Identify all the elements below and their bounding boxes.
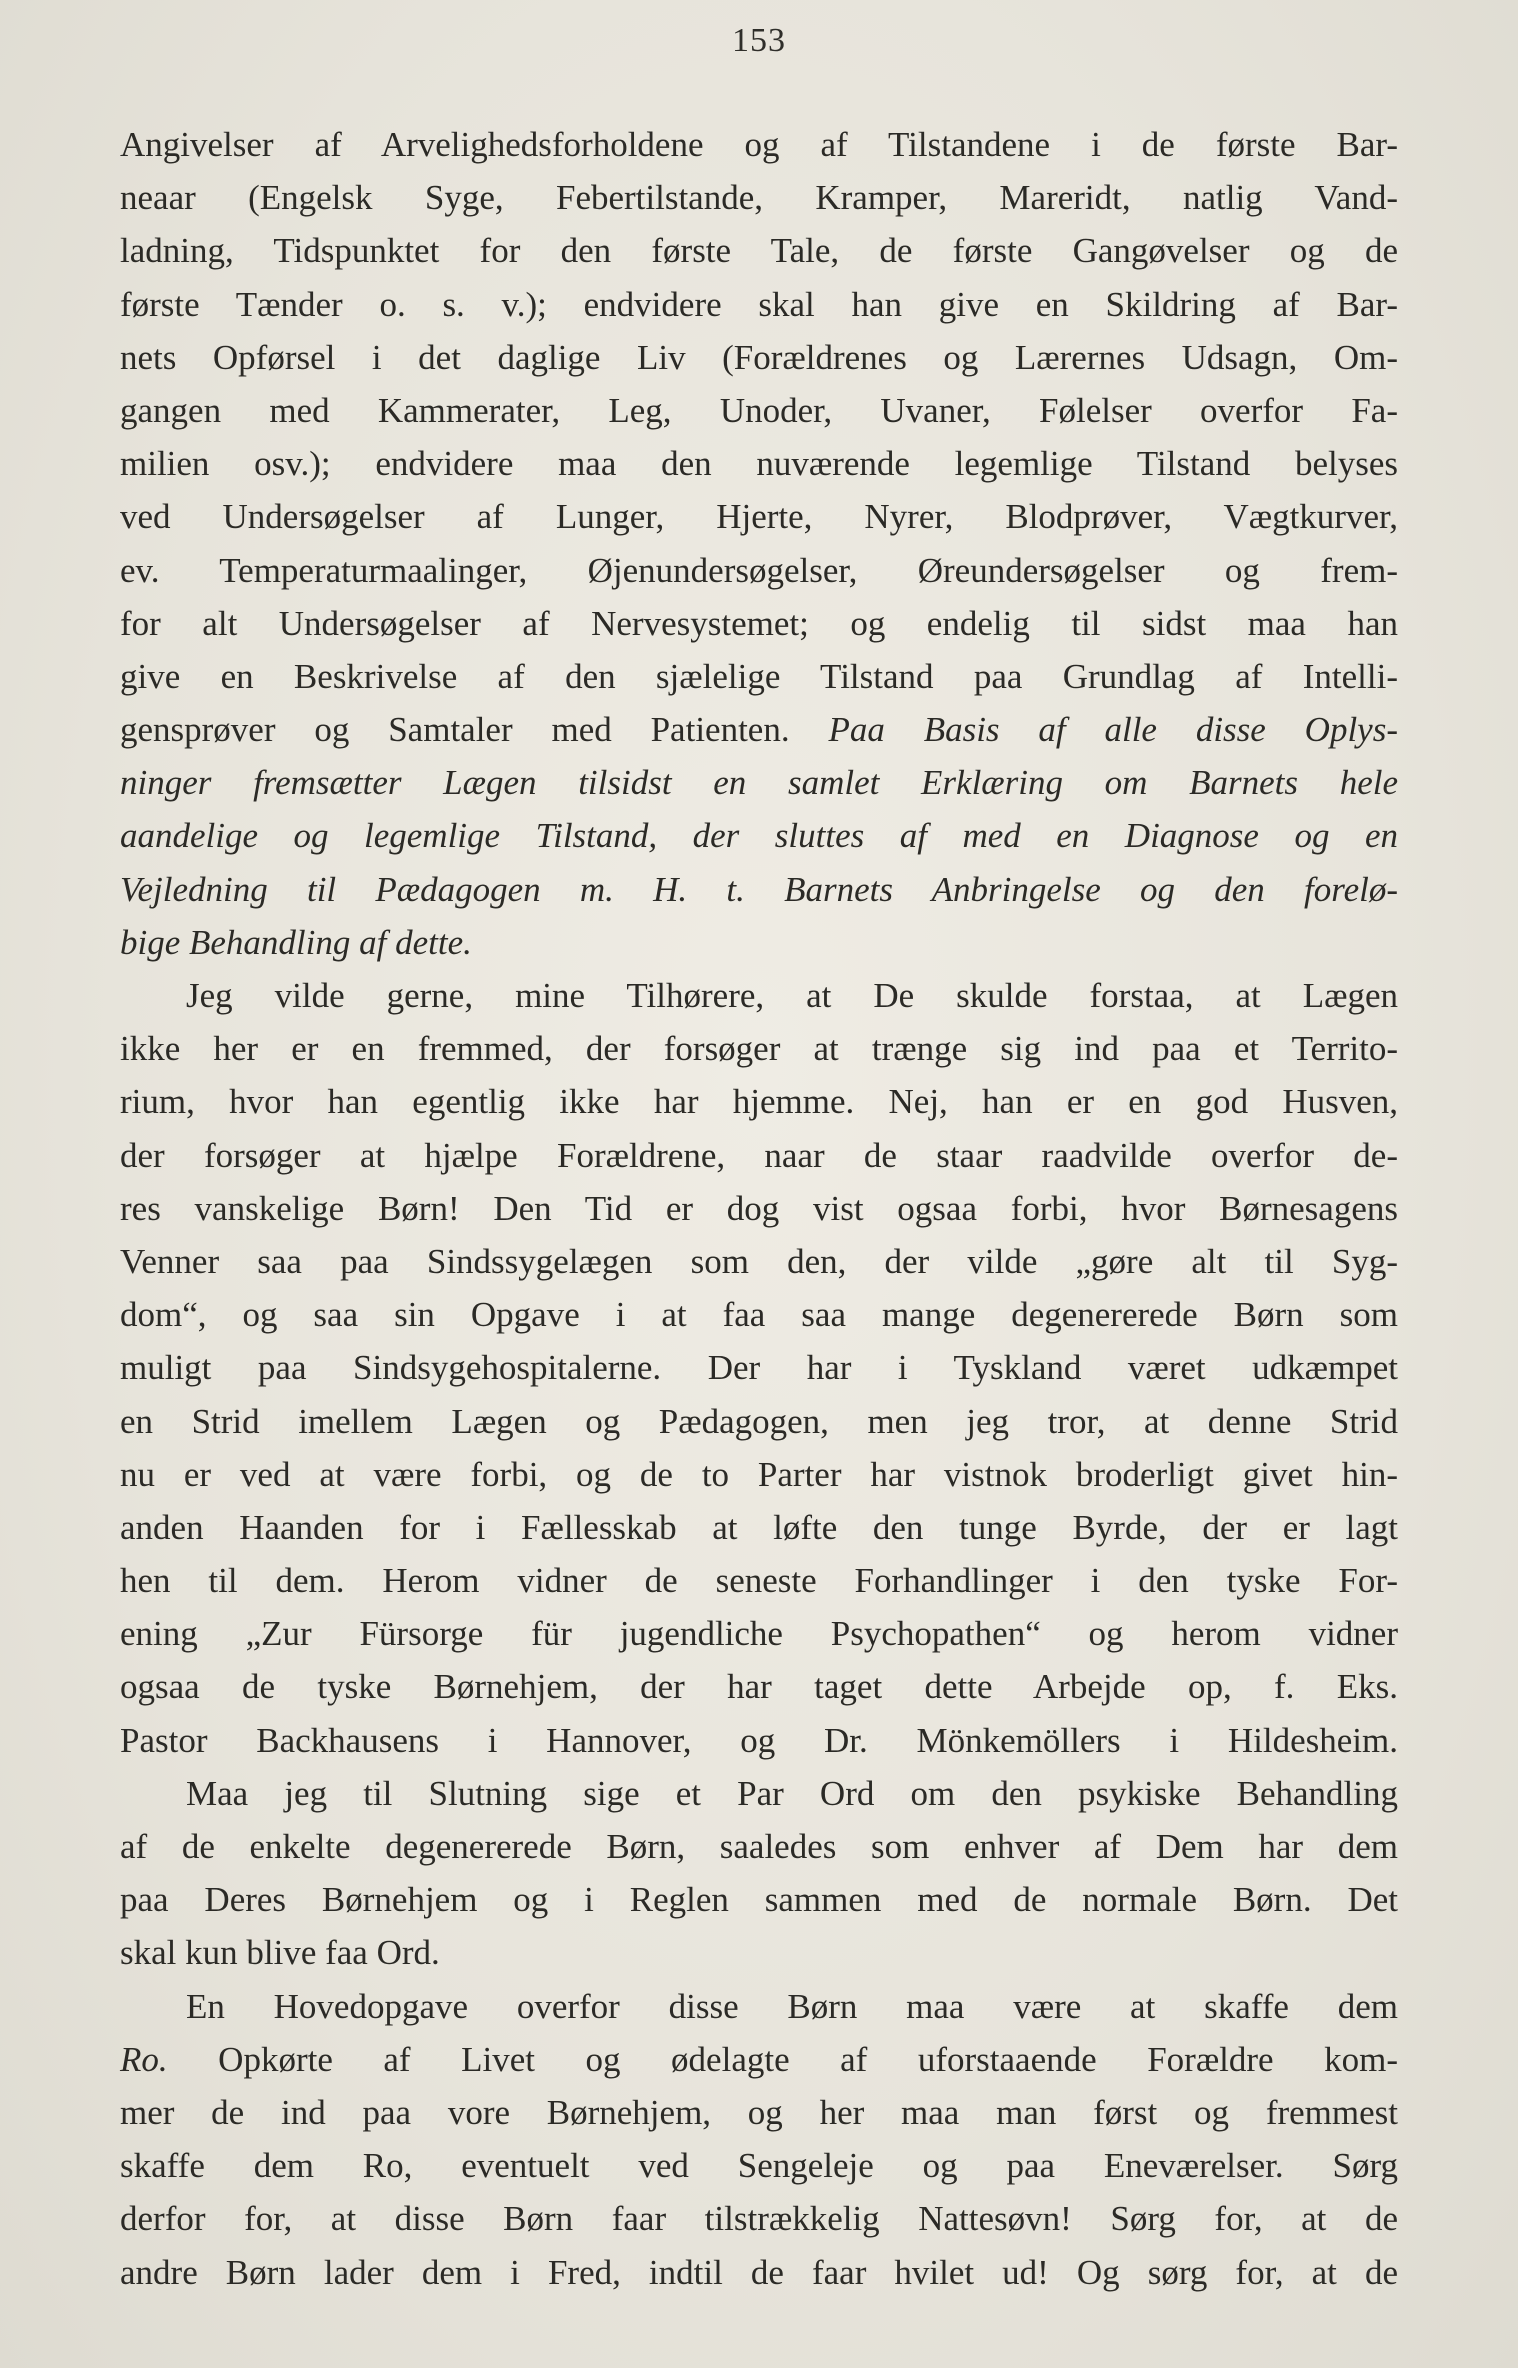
text-segment: der forsøger at hjælpe Forældrene, naar de staar raadvilde overfor de- <box>120 1135 1398 1175</box>
text-line <box>120 2086 1398 2139</box>
text-segment: Maa jeg til Slutning sige et Par Ord om den psykiske Behandling <box>186 1773 1398 1813</box>
text-segment: milien osv.); endvidere maa den nuværende legemlige Tilstand belyses <box>120 444 1398 484</box>
text-segment: dom“, og saa sin Opgave i at faa saa mange degenererede Børn som <box>120 1295 1398 1335</box>
italic-text: bige Behandling af dette. <box>120 922 472 962</box>
text-segment: mer de ind paa vore Børnehjem, og her maa man først og fremmest <box>120 2092 1398 2132</box>
text-line <box>120 2033 1398 2086</box>
text-line <box>120 756 1398 809</box>
italic-text: ninger fremsætter Lægen tilsidst en samlet Erklæring om Barnets hele <box>120 763 1398 803</box>
text-line <box>120 916 1398 969</box>
text-line <box>120 1341 1398 1394</box>
text-line <box>120 809 1398 862</box>
text-line <box>120 1980 1398 2033</box>
text-line <box>120 1873 1398 1926</box>
page-number: 153 <box>732 22 786 59</box>
text-line <box>120 1820 1398 1873</box>
text-line <box>120 863 1398 916</box>
text-line <box>120 118 1398 171</box>
text-line <box>120 1448 1398 1501</box>
text-segment: ved Undersøgelser af Lunger, Hjerte, Nyrer, Blodprøver, Vægtkurver, <box>120 497 1398 537</box>
text-segment: gangen med Kammerater, Leg, Unoder, Uvaner, Følelser overfor Fa- <box>120 390 1398 430</box>
text-line <box>120 384 1398 437</box>
text-line <box>120 2139 1398 2192</box>
italic-text: Ro. <box>120 2039 168 2079</box>
text-segment: nets Opførsel i det daglige Liv (Forældrenes og Lærernes Udsagn, Om- <box>120 337 1398 377</box>
text-segment: give en Beskrivelse af den sjælelige Tilstand paa Grundlag af Intelli- <box>120 656 1398 696</box>
text-segment: Venner saa paa Sindssygelægen som den, der vilde „gøre alt til Syg- <box>120 1241 1398 1281</box>
text-segment: af de enkelte degenererede Børn, saaledes som enhver af Dem har dem <box>120 1827 1398 1866</box>
body-text <box>120 118 1398 2299</box>
text-segment: neaar (Engelsk Syge, Febertilstande, Kramper, Mareridt, natlig Vand- <box>120 178 1398 218</box>
text-segment: skaffe dem Ro, eventuelt ved Sengeleje og paa Eneværelser. Sørg <box>120 2146 1398 2186</box>
text-segment: ikke her er en fremmed, der forsøger at trænge sig ind paa et Territo- <box>120 1029 1398 1069</box>
text-line <box>120 224 1398 277</box>
text-segment: ev. Temperaturmaalinger, Øjenundersøgelser, Øreundersøgelser og frem- <box>120 550 1398 590</box>
text-segment: paa Deres Børnehjem og i Reglen sammen med de normale Børn. Det <box>120 1880 1398 1920</box>
text-line <box>120 1395 1398 1448</box>
text-line <box>120 171 1398 224</box>
text-segment: skal kun blive faa Ord. <box>120 1933 440 1973</box>
text-segment: for alt Undersøgelser af Nervesystemet; og endelig til sidst maa han <box>120 603 1398 643</box>
text-segment: Pastor Backhausens i Hannover, og Dr. Mönkemöllers i Hildesheim. <box>120 1720 1398 1760</box>
text-segment: gensprøver og Samtaler med Patienten. <box>120 710 829 750</box>
text-segment: en Strid imellem Lægen og Pædagogen, men jeg tror, at denne Strid <box>120 1401 1398 1441</box>
text-line <box>120 1714 1398 1767</box>
text-segment: En Hovedopgave overfor disse Børn maa være at skaffe dem <box>186 1986 1398 2026</box>
text-segment: hen til dem. Herom vidner de seneste Forhandlinger i den tyske For- <box>120 1561 1398 1601</box>
text-line <box>120 1767 1398 1820</box>
italic-text: Paa Basis af alle disse Oplys- <box>828 710 1398 750</box>
text-line <box>120 1182 1398 1235</box>
text-line <box>120 2246 1398 2299</box>
text-line <box>120 1288 1398 1341</box>
text-line <box>120 703 1398 756</box>
text-segment: Angivelser af Arvelighedsforholdene og af Tilstandene i de første Bar- <box>120 125 1398 164</box>
text-line <box>120 969 1398 1022</box>
text-line <box>120 1660 1398 1713</box>
text-segment: første Tænder o. s. v.); endvidere skal han give en Skildring af Bar- <box>120 284 1398 324</box>
text-segment: Opkørte af Livet og ødelagte af uforstaaende Forældre kom- <box>167 2039 1398 2079</box>
text-line <box>120 1926 1398 1979</box>
text-line <box>120 1075 1398 1128</box>
text-segment: nu er ved at være forbi, og de to Parter har vistnok broderligt givet hin- <box>120 1454 1398 1494</box>
text-line <box>120 1129 1398 1182</box>
text-line <box>120 1554 1398 1607</box>
text-line <box>120 1235 1398 1288</box>
text-segment: andre Børn lader dem i Fred, indtil de faar hvilet ud! Og sørg for, at de <box>120 2252 1398 2292</box>
italic-text: Vejledning til Pædagogen m. H. t. Barnets Anbringelse og den forelø- <box>120 869 1398 909</box>
text-line <box>120 437 1398 490</box>
text-line <box>120 1022 1398 1075</box>
text-segment: ladning, Tidspunktet for den første Tale, de første Gangøvelser og de <box>120 231 1398 271</box>
text-segment: anden Haanden for i Fællesskab at løfte den tunge Byrde, der er lagt <box>120 1507 1398 1547</box>
text-line <box>120 544 1398 597</box>
text-segment: muligt paa Sindsygehospitalerne. Der har i Tyskland været udkæmpet <box>120 1348 1398 1388</box>
text-line <box>120 490 1398 543</box>
text-line <box>120 597 1398 650</box>
text-line <box>120 331 1398 384</box>
text-segment: rium, hvor han egentlig ikke har hjemme. Nej, han er en god Husven, <box>120 1082 1398 1122</box>
italic-text: aandelige og legemlige Tilstand, der sluttes af med en Diagnose og en <box>120 816 1398 856</box>
text-line <box>120 2192 1398 2245</box>
text-segment: ogsaa de tyske Børnehjem, der har taget dette Arbejde op, f. Eks. <box>120 1667 1398 1707</box>
text-segment: Jeg vilde gerne, mine Tilhørere, at De skulde forstaa, at Lægen <box>186 976 1398 1015</box>
text-line <box>120 1607 1398 1660</box>
text-line <box>120 278 1398 331</box>
text-segment: ening „Zur Fürsorge für jugendliche Psychopathen“ og herom vidner <box>120 1614 1398 1654</box>
text-segment: derfor for, at disse Børn faar tilstrækkelig Nattesøvn! Sørg for, at de <box>120 2199 1398 2239</box>
text-line <box>120 650 1398 703</box>
text-line <box>120 1501 1398 1554</box>
text-segment: res vanskelige Børn! Den Tid er dog vist ogsaa forbi, hvor Børnesagens <box>120 1188 1398 1228</box>
